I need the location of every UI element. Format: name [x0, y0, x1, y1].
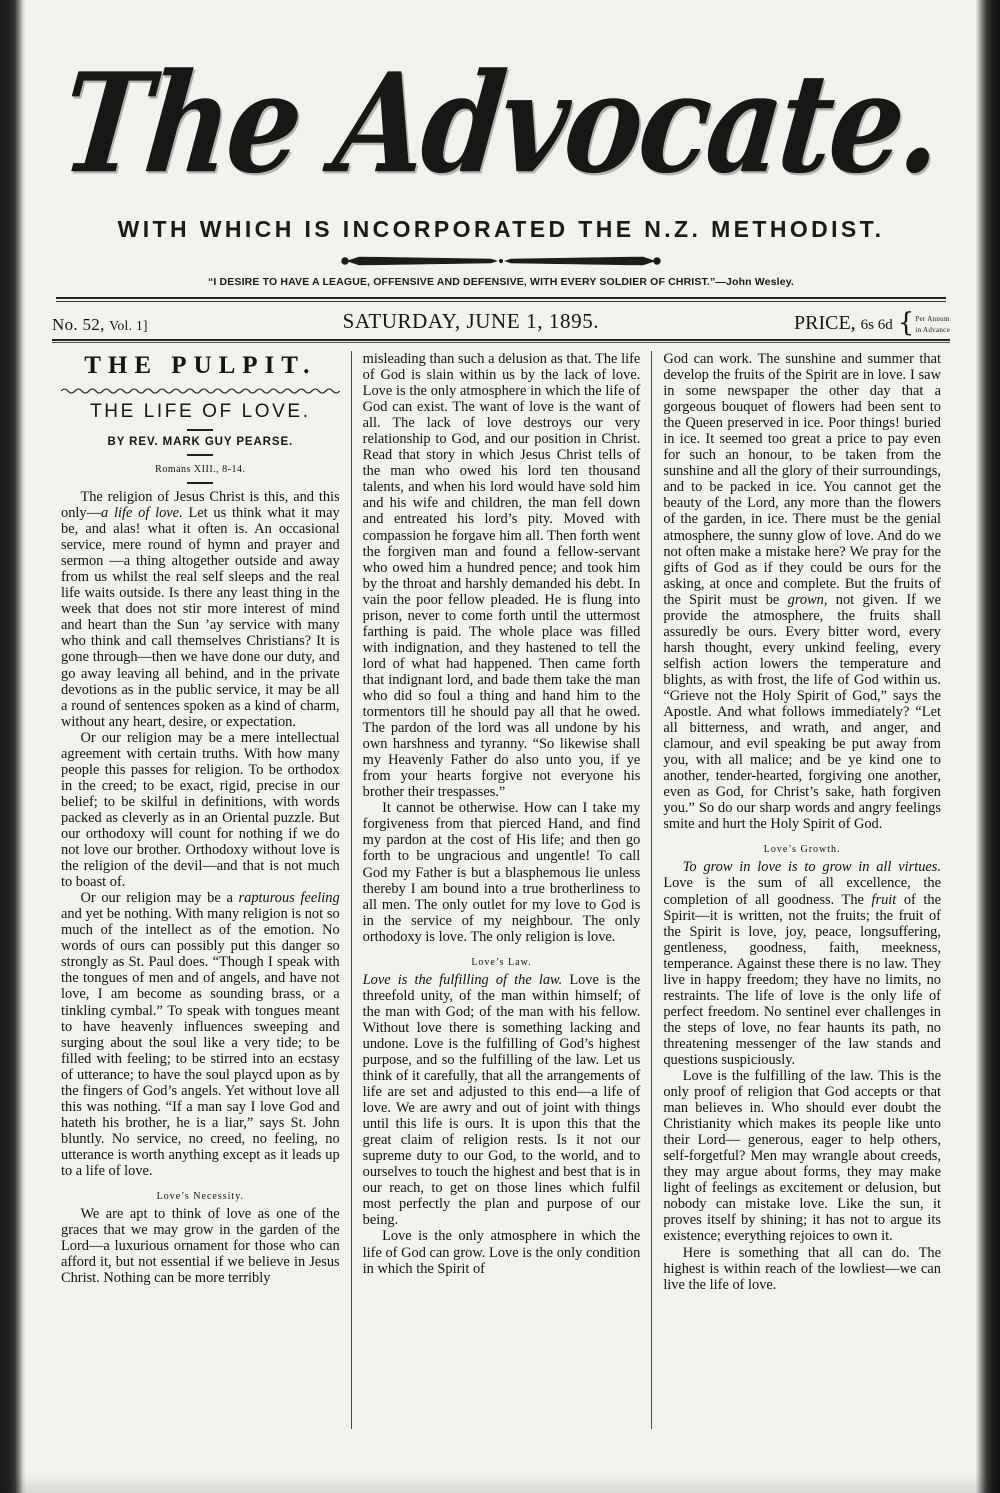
article-title: THE LIFE OF LOVE.: [90, 401, 311, 422]
scripture-reference: [61, 461, 340, 476]
masthead-motto: “I DESIRE TO HAVE A LEAGUE, OFFENSIVE AND DEFENSIVE, WITH EVERY SOLDIER OF CHRIST.”—John Wesley.: [208, 276, 794, 288]
subhead-loves-growth: [663, 841, 941, 856]
paragraph: God can work. The sunshine and summer that develop the fruits of the Spirit are in love. I saw in some newspaper the other day that a gorgeous bouquet of flowers had been sent to the Queen preserved in ice. Poor things! buried in ice. It seemed too great a price to pay even for such an honour, to be taken from the sunshine and all the glory of their surroundings, and to be packed in ice. You cannot get the beauty of the Lord, any more than the flowers of the garden, in ice. There must be the genial atmosphere, the sunny glow of love. And do we not often make a mistake here? We pray for the gifts of God as if they could be ours for the asking, at once and complete. But the fruits of the Spirit must be grown, not given. If we provide the atmosphere, the fruits shall assuredly be ours. Every bitter word, every harsh thought, every unkind feeling, every selfish action lowers the temperature and blights, as with frost, the life of God within us. “Grieve not the Holy Spirit of God,” says the Apostle. And what follows immediately? “Let all bitterness, and wrath, and anger, and clamour, and evil speaking be put away from you, with all malice; and be ye kind one to another, tender-hearted, forgiving one another, even as God, for Christ’s sake, hath forgiven you.” So do our sharp words and angry feelings smite and hurt the Holy Spirit of God.: [663, 351, 941, 833]
issue-no-label: No. 52,: [52, 315, 105, 334]
column-1: [50, 351, 351, 1429]
scan-edge-right: [974, 0, 1000, 1493]
dateline-rule: [52, 339, 950, 343]
subhead-text: Love’s Necessity.: [156, 1191, 245, 1203]
masthead-rule: [56, 297, 946, 302]
price-brace: {: [897, 308, 915, 339]
subhead-text: Love’s Growth.: [763, 844, 841, 856]
paragraph: Or our religion may be a mere intellectual agreement with certain truths. With how many people this passes for religion. To be orthodox in the creed; to be exact, rigid, precise in our belief; to be skilful in definitions, with words packed as cleverly as in an Oriental puzzle. But our orthodoxy will count for nothing if we do not love our brother. Orthodoxy without love is the religion of the devil—and that is not much to boast of.: [61, 729, 340, 891]
paragraph: To grow in love is to grow in all virtues. Love is the sum of all excellence, the completion of all goodness. The fruit of the Spirit—it is written, not the fruits; the fruit of the Spirit is love, joy, peace, longsuffering, gentleness, goodness, faith, meekness, temperance. Against these there is no law. They live in happy freedom; they have no limits, no restraints. The life of love is the only life of perfect freedom. No sentinel ever challenges in the steps of love, no fear haunts its path, no threatening messenger of the law stands and questions suspiciously.: [663, 859, 941, 1068]
paragraph: We are apt to think of love as one of the graces that we may grow in the garden of the Lord—a luxurious ornament for those who can afford it, but not essential if we believe in Jesus Christ. Nothing can be more terribly: [61, 1206, 340, 1287]
price-label: [794, 312, 893, 335]
dateline: [52, 308, 950, 339]
column-3: [651, 351, 952, 1429]
double-arrow-ornament-icon: [341, 252, 661, 270]
paragraph: It cannot be otherwise. How can I take my forgiveness from that pierced Hand, and find my pardon at the cost of His life; and then go forth to be ungracious and ungentle! To call God my Father is but a blasphemous lie unless thereby I am bound into a true brotherliness to all men. The only outlet for my love to God is in the service of my neighbour. The only orthodoxy is love. The only religion is love.: [362, 800, 641, 945]
paragraph: Here is something that all can do. The highest is within reach of the lowliest—we can live the life of love.: [663, 1244, 941, 1293]
subhead-text: Love’s Law.: [471, 956, 532, 968]
wavy-rule: [61, 382, 340, 391]
paragraph: Or our religion may be a rapturous feeling and yet be nothing. With many religion is not so much of the intellect as of the emotion. No words of ours can possibly put this danger so strongly as St. Paul does. “Though I speak with the tongues of men and of angels, and have not love, I am become as sounding brass, or a tinkling cymbal.” To speak with tongues meant to have heavenly influences sweeping and surging about the soul like a very tide; to be filled with feeling; to be stirred into an ecstasy of utterance; to have the soul playcd upon as by the fingers of God’s angels. Yet without love all this was nothing. “If a man say I love God and hateth his brother, he is a liar,” says St. John bluntly. No service, no creed, no feeling, no utterance is worth anything except as it leads up to a life of love.: [61, 890, 340, 1179]
paragraph: Love is the fulfilling of the law. This is the only proof of religion that God accepts or that man believes in. Who should ever doubt the Christianity which makes its people like unto their Lord— generous, eager to help others, self-forgetful? Men may wrangle about creeds, they may argue about forms, they may make light of feelings as excitement or delusion, but nobody can mistake love. Like the sun, it proves itself by shining; it has not to argue its existence; everything rejoices to own it.: [663, 1068, 941, 1245]
title-divider: [187, 429, 213, 431]
subhead-loves-law: [363, 954, 641, 969]
issue-vol-label: Vol. 1]: [109, 318, 148, 333]
masthead-logo: The Advocate.: [54, 43, 948, 205]
masthead-subtitle: WITH WHICH IS INCORPORATED THE N.Z. METHODIST.: [117, 216, 885, 242]
section-title-pulpit: THE PULPIT.: [84, 352, 317, 379]
price-block: [793, 308, 950, 339]
publication-date: SATURDAY, JUNE 1, 1895.: [342, 309, 600, 333]
scripture-divider: [187, 482, 213, 484]
paragraph: Love is the only atmosphere in which the life of God can grow. Love is the only condition in which the Spirit of: [362, 1228, 641, 1277]
issue-number: [52, 315, 148, 335]
price-terms-line2: in Advance: [915, 325, 950, 334]
masthead: [26, 0, 976, 302]
scan-edge-left: [0, 0, 26, 1493]
price-word: PRICE,: [793, 312, 856, 334]
subhead-loves-necessity: [61, 1188, 340, 1203]
paragraph: Love is the fulfilling of the law. Love is the threefold unity, of the man within himself; of the man with God; of the man with his fellow. Without love there is something lacking and undone. Love is the fulfilling of God’s highest purpose, and so the fulfilling of the law. Let us think of it carefully, that all the arrangements of life are set and adjusted to this end—a life of love. We are awry and out of joint with things until this life is ours. It is upon this that the great claim of religion rests. Is it not our supreme duty to our God, to the world, and to ourselves to touch the highest and best that is in our reach, to get on those lines which fulfil most perfectly the plan and purpose of our being.: [362, 971, 641, 1229]
paragraph: The religion of Jesus Christ is this, and this only—a life of love. Let us think what it may be, and alas! what it often is. An occasional service, mere round of hymn and prayer and sermon —a thing altogether outside and away from us whilst the real self sleeps and the real life waits outside. Is there any least thing in the week that does not stir more interest of mind and heart than the Sun ’ay service with many who think and call themselves Christians? It is gone through—then we have done our duty, and go away leaving all behind, and in the private devotions as in the public service, it may be all a round of sentences spoken as a kind of charm, without any heart, desire, or expectation.: [61, 489, 340, 730]
price-terms: [915, 313, 950, 335]
price-amount: 6s 6d: [860, 317, 893, 333]
scripture-text: Romans XIII., 8-14.: [155, 464, 246, 475]
article-byline: BY REV. MARK GUY PEARSE.: [107, 436, 294, 448]
column-2: [351, 351, 652, 1429]
byline-divider: [187, 454, 213, 456]
paragraph: misleading than such a delusion as that. The life of God is slain within us by the lack of love. Love is the only atmosphere in which the life of God can exist. The want of love is the want of all. The lack of love destroys our very relationship to God, and our position in Christ. Read that story in which Jesus Christ tells of the man who owed his lord ten thousand talents, and when his lord would have sold him and his wife and children, the man fell down and entreated his lord’s pity. Moved with compassion he forgave him all. Then forth went the forgiven man and found a fellow-servant who owed him a hundred pence; and took him by the throat and harshly demanded his debt. In vain the poor fellow pleaded. He is flung into prison, never to come forth until the uttermost farthing is paid. The whole place was filled with indignation, and they hastened to tell the lord of what had happened. Then came forth that indignant lord, and bade them take the man who did so foul a thing and hand him to the tormentors till he should pay all that he owed. The pardon of the lord was all undone by his own harshness and tyranny. “So likewise shall my Heavenly Father do also unto you, if ye from your hearts forgive not everyone his brother their trespasses.”: [362, 351, 641, 801]
price-terms-line1: Per Annum: [915, 314, 950, 323]
article-columns: [50, 351, 952, 1429]
newspaper-sheet: [26, 0, 976, 1493]
